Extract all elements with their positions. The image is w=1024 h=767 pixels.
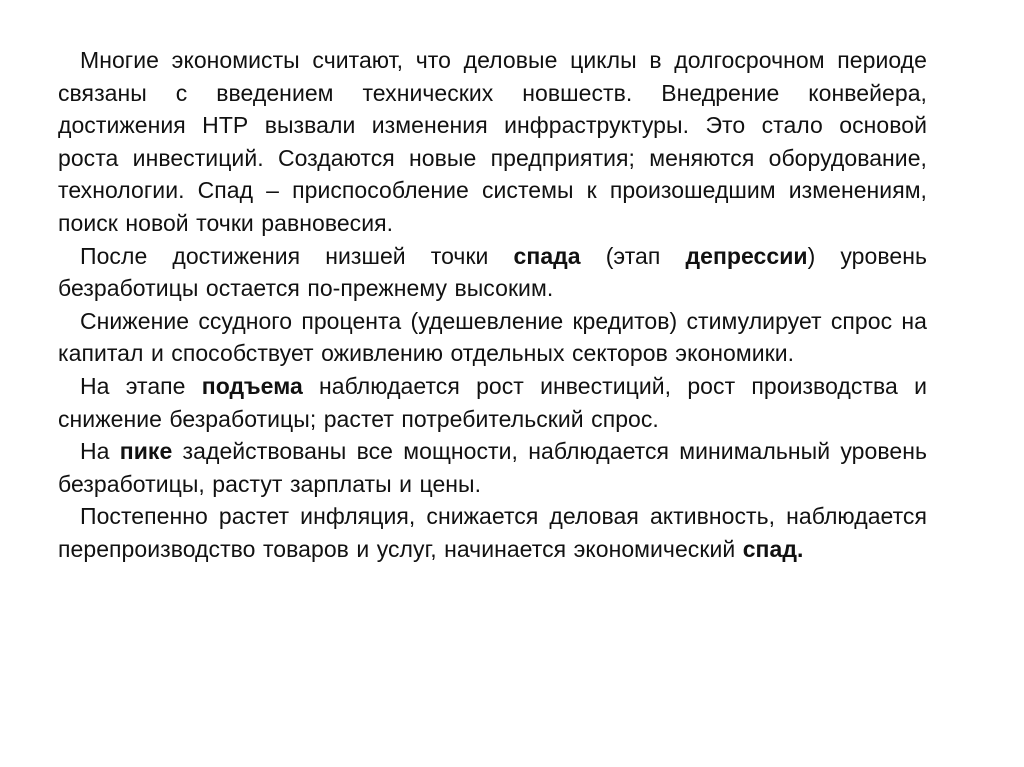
- paragraph-depression-text-2: (этап: [580, 242, 686, 269]
- term-recession-final: спад.: [742, 535, 804, 562]
- paragraph-interest-rate: [58, 305, 927, 370]
- paragraph-peak: [58, 435, 927, 500]
- term-depression: депрессии: [685, 242, 808, 269]
- paragraph-depression: [58, 240, 927, 305]
- paragraph-inflation: [58, 500, 927, 565]
- paragraph-intro-text: Многие экономисты считают, что деловые циклы в долгосрочном периоде связаны с введением технических новшеств. Внедрение конвейера, достижения НТР вызвали изменения инфраструктуры. Это стало основой роста инвестиций. Создаются новые предприятия; меняются оборудование, технологии. Спад – приспособление системы к произошедшим изменениям, поиск новой точки равновесия.: [58, 47, 927, 236]
- paragraph-interest-rate-text: Снижение ссудного процента (удешевление кредитов) стимулирует спрос на капитал и способствует оживлению отдельных секторов экономики.: [58, 307, 927, 367]
- paragraph-expansion-text-2: наблюдается рост инвестиций, рост производства и снижение безработицы; растет потребительский спрос.: [58, 372, 927, 432]
- term-peak: пике: [119, 438, 173, 465]
- paragraph-expansion: [58, 370, 927, 435]
- paragraph-expansion-text-1: На этапе: [80, 372, 202, 399]
- paragraph-depression-text-1: После достижения низшей точки: [80, 242, 514, 269]
- paragraph-inflation-text-1: Постепенно растет инфляция, снижается деловая активность, наблюдается перепроизводство товаров и услуг, начинается экономический: [58, 503, 927, 562]
- paragraph-intro: [58, 44, 927, 240]
- text-block: [58, 44, 927, 566]
- paragraph-depression-text-3: ) уровень безработицы остается по-прежнему высоким.: [58, 242, 927, 302]
- term-expansion: подъема: [201, 372, 303, 399]
- paragraph-peak-text-2: задействованы все мощности, наблюдается минимальный уровень безработицы, растут зарплаты и цены.: [58, 438, 927, 497]
- paragraph-peak-text-1: На: [80, 438, 120, 465]
- term-recession: спада: [513, 242, 581, 269]
